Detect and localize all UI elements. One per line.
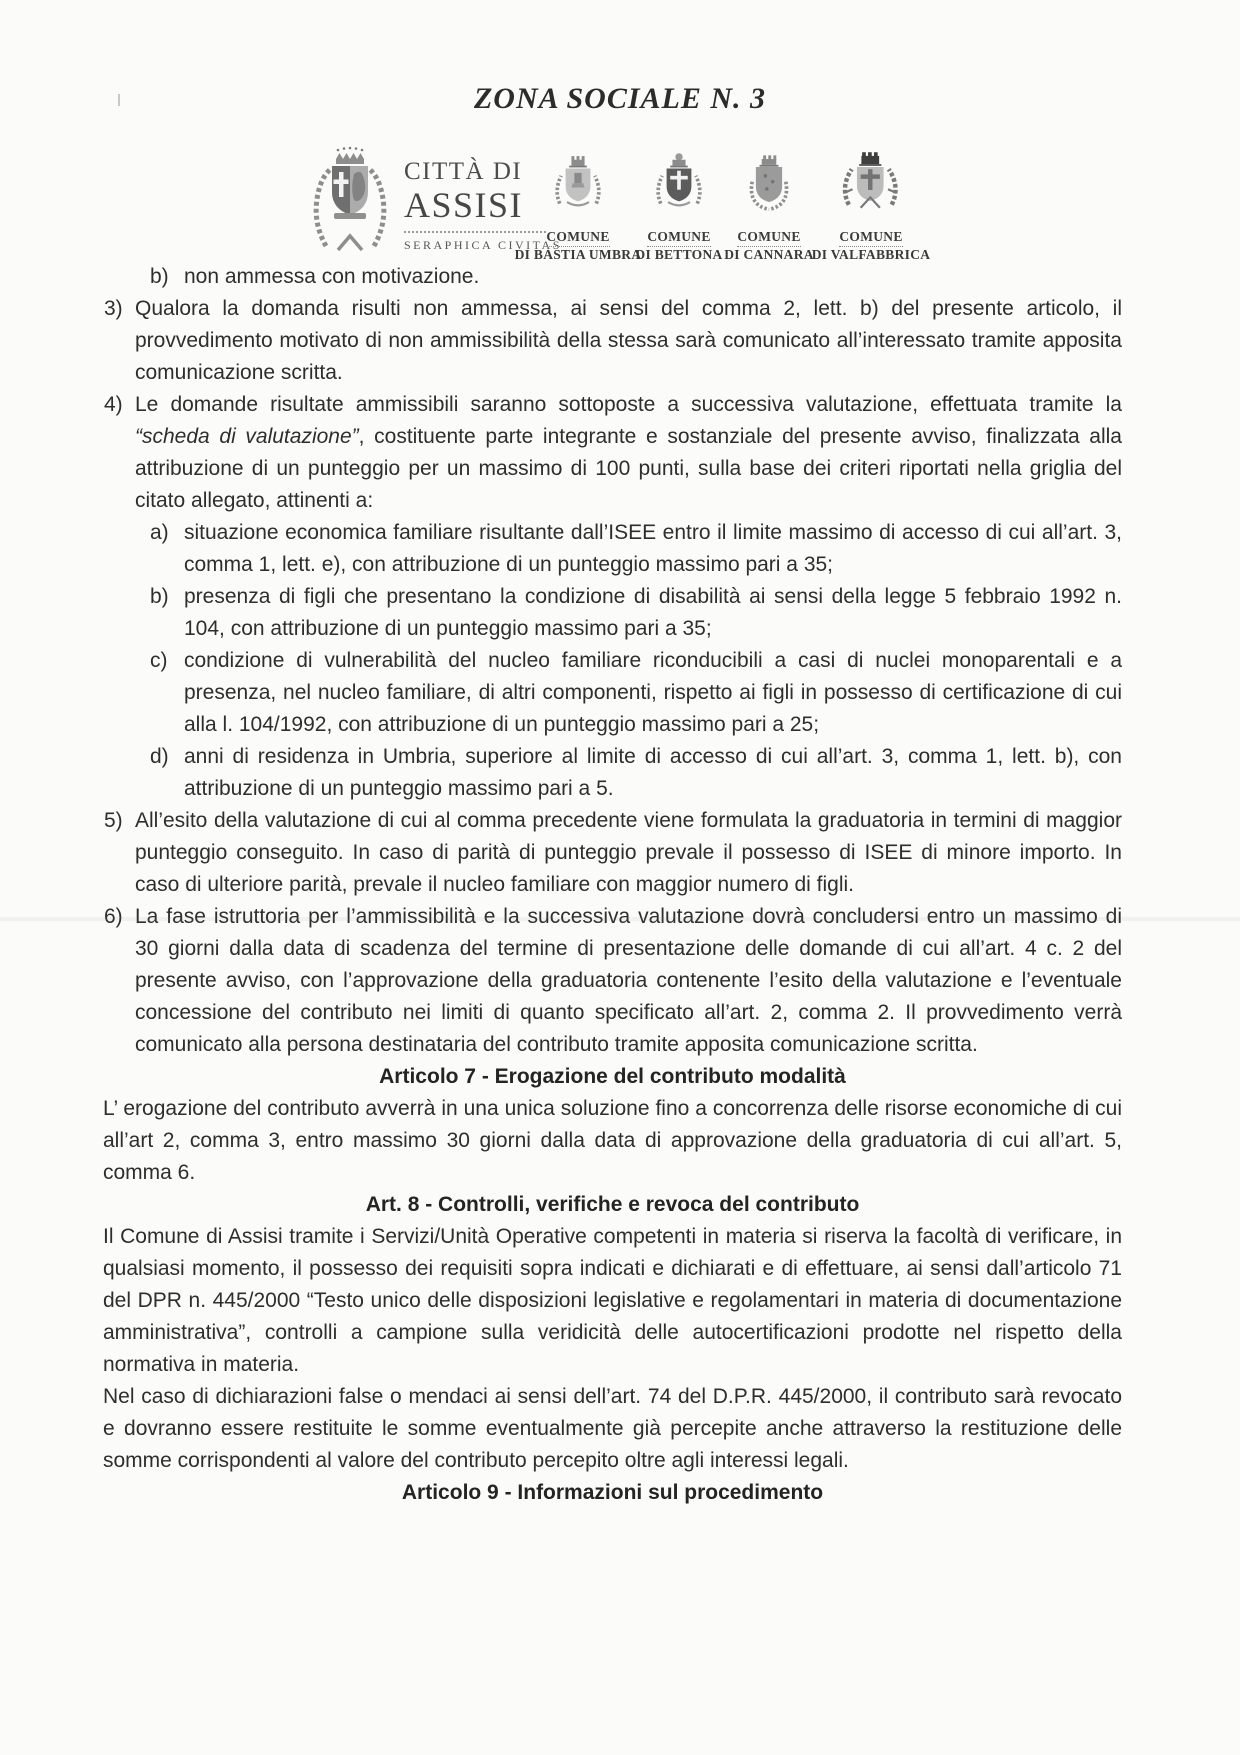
commune-label-line2: DI CANNARA [724,247,814,262]
sub-item-text: anni di residenza in Umbria, superiore al limite di accesso di cui all’art. 3, comma 1, lett. b), con attribuzione di un punteggio massimo pari a 5. [184,745,1122,800]
scan-artifact-band [0,917,1240,921]
scan-artifact-tick [118,94,120,106]
list-item-text: Le domande risultate ammissibili saranno sottoposte a successiva valutazione, effettuata tramite la [135,393,1122,416]
list-marker: 6) [104,905,123,928]
sub-item-text: non ammessa con motivazione. [184,265,480,288]
document-body [103,261,1122,1509]
list-marker: a) [150,521,169,544]
commune-label-line1: COMUNE [839,229,902,247]
article-7-paragraph: L’ erogazione del contributo avverrà in una unica soluzione fino a concorrenza delle risorse economiche di cui all’art 2, comma 3, entro massimo 30 giorni dalla data di approvazione della graduatoria di cui all’art. 5, comma 6. [103,1097,1122,1184]
commune-label-line2: DI VALFABBRICA [811,247,931,262]
sub-item-text: presenza di figli che presentano la condizione di disabilità ai sensi della legge 5 febbraio 1992 n. 104, con attribuzione di un punteggio massimo pari a 35; [184,585,1122,640]
list-item-5 [103,805,1122,901]
list-marker: 4) [104,393,123,416]
list-item-text: Qualora la domanda risulti non ammessa, ai sensi del comma 2, lett. b) del presente articolo, il provvedimento motivato di non ammissibilità della stessa sarà comunicato all’interessato tramite apposita comunicazione scritta. [135,297,1122,384]
list-marker: c) [150,649,168,672]
assisi-name-line1: CITTÀ DI [404,158,523,185]
sub-item-b-intro [103,261,1122,293]
cannara-crest-icon [736,151,802,224]
page-title: ZONA SOCIALE N. 3 [473,82,767,115]
commune-block-valfabbrica [801,150,941,263]
valfabbrica-crest-icon [832,150,910,224]
italic-quoted-term: “scheda di valutazione” [135,425,359,448]
commune-label-line1: COMUNE [737,229,800,247]
list-item-text: , costituente parte integrante e sostanziale del presente avviso, finalizzata alla attribuzione di un punteggio per un massimo di 100 punti, sulla base dei criteri riportati nella griglia del citato allegato, attinenti a: [135,425,1122,512]
list-item-text: All’esito della valutazione di cui al comma precedente viene formulata la graduatoria in termini di maggior punteggio conseguito. In caso di parità di punteggio prevale il possesso di ISEE di minore importo. In caso di ulteriore parità, prevale il nucleo familiare con maggior numero di figli. [135,809,1122,896]
sub-item-text: situazione economica familiare risultante dall’ISEE entro il limite massimo di accesso di cui all’art. 3, comma 1, lett. e), con attribuzione di un punteggio massimo pari a 35; [184,521,1122,576]
assisi-crest-icon [308,142,392,254]
commune-label-line1: COMUNE [647,229,710,247]
list-marker: 3) [104,297,123,320]
article-7-heading: Articolo 7 - Erogazione del contributo modalità [379,1065,846,1088]
list-item-3 [103,293,1122,389]
article-8-paragraph-1: Il Comune di Assisi tramite i Servizi/Unità Operative competenti in materia si riserva la facoltà di verificare, in qualsiasi momento, il possesso dei requisiti sopra indicati e dichiarati e di effettuare, ai sensi dall’articolo 71 del DPR n. 445/2000 “Testo unico delle disposizioni legislative e regolamentari in materia di documentazione amministrativa”, controlli a campione sulla veridicità delle autocertificazioni prodotte nel rispetto della normativa in materia. [103,1225,1122,1376]
commune-label-line2: DI BETTONA [635,247,723,262]
commune-label-line1: COMUNE [546,229,609,247]
list-item-4 [103,389,1122,517]
list-marker: 5) [104,809,123,832]
sub-item-text: condizione di vulnerabilità del nucleo familiare riconducibili a casi di nuclei monoparentali e a presenza, nel nucleo familiare, di altri componenti, rispetto ai figli in possesso di certificazione di cui alla l. 104/1992, con attribuzione di un punteggio massimo pari a 25; [184,649,1122,736]
sub-item-b [103,581,1122,645]
assisi-motto: SERAPHICA CIVITAS [404,238,562,252]
list-marker: d) [150,745,169,768]
list-marker: b) [150,265,169,288]
list-marker: b) [150,585,169,608]
sub-item-c [103,645,1122,741]
assisi-name-line2: ASSISI [404,185,524,225]
article-9-heading: Articolo 9 - Informazioni sul procedimento [401,1481,824,1504]
article-8-heading: Art. 8 - Controlli, verifiche e revoca del contributo [365,1193,860,1216]
list-item-6 [103,901,1122,1061]
article-8-paragraph-2: Nel caso di dichiarazioni false o mendaci ai sensi dell’art. 74 del D.P.R. 445/2000, il contributo sarà revocato e dovranno essere restituite le somme eventualmente già percepite anche attraverso la restituzione delle somme corrispondenti al valore del contributo percepito oltre agli interessi legali. [103,1385,1122,1472]
sub-item-d [103,741,1122,805]
commune-label-line2: DI BASTIA UMBRA [514,247,642,262]
bettona-crest-icon [646,151,712,224]
sub-item-a [103,517,1122,581]
list-item-text: La fase istruttoria per l’ammissibilità e la successiva valutazione dovrà concludersi entro un massimo di 30 giorni dalla data di scadenza del termine di presentazione delle domande di cui all’art. 4 c. 2 del presente avviso, con l’approvazione della graduatoria contenente l’esito della valutazione e l’eventuale concessione del contributo nei limiti di quanto specificato all’art. 2, comma 2. Il provvedimento verrà comunicato alla persona destinataria del contributo tramite apposita comunicazione scritta. [135,905,1122,1056]
bastia-umbra-crest-icon [545,151,611,224]
